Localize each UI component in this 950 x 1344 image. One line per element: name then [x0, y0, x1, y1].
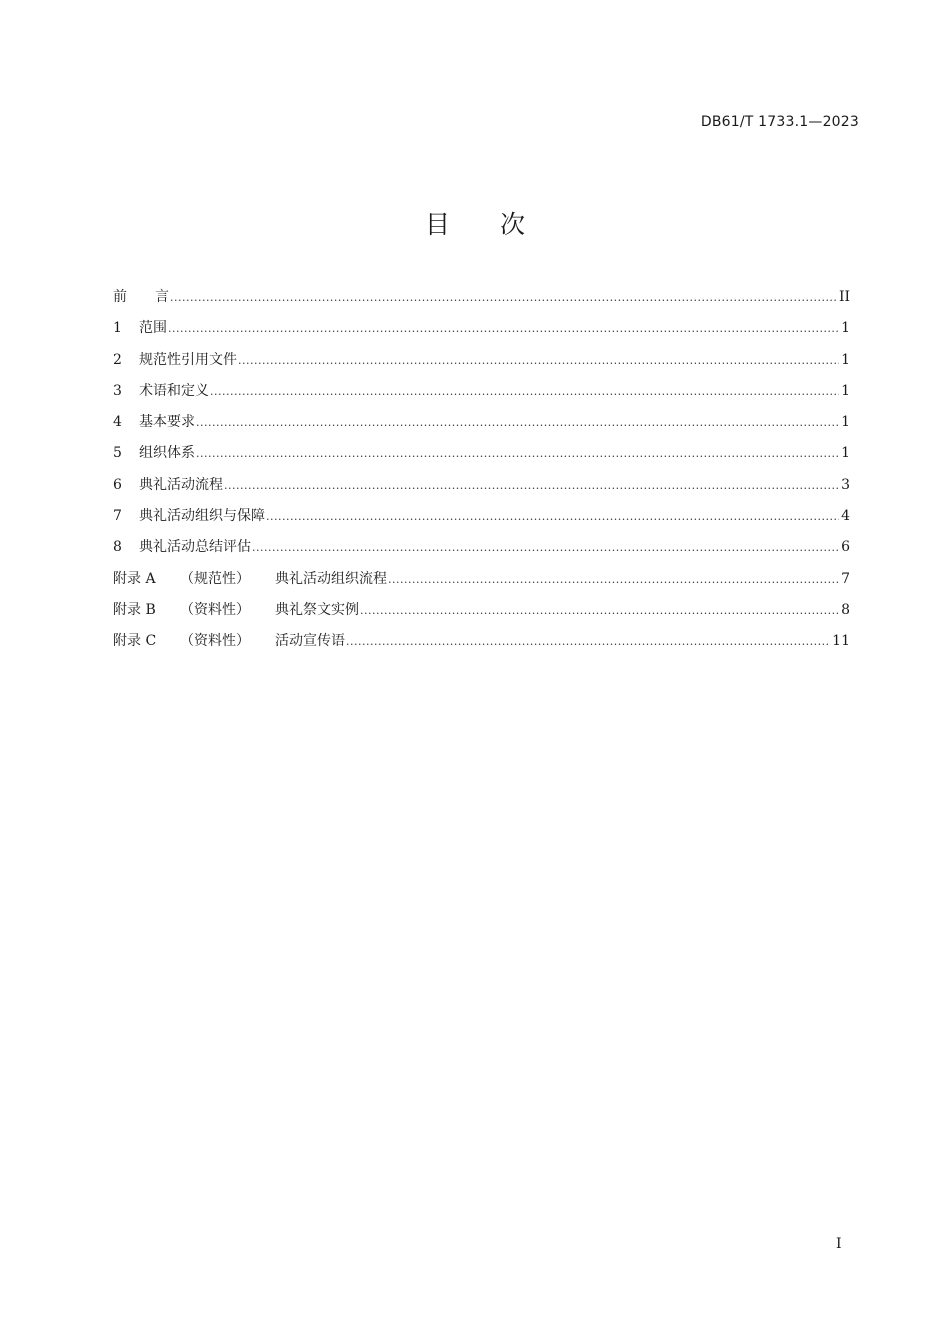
appendix-label: 附录 B	[113, 601, 156, 618]
toc-entry-title: 典礼活动组织与保障	[139, 508, 265, 525]
appendix-title: 典礼祭文实例	[275, 601, 359, 618]
toc-leader-dots	[196, 407, 839, 438]
toc-entry-title: 规范性引用文件	[139, 351, 237, 368]
appendix-title: 典礼活动组织流程	[275, 570, 387, 587]
toc-leader-dots	[252, 532, 839, 563]
appendix-label: 附录 C	[113, 633, 157, 650]
toc-entry-number: 4	[113, 414, 122, 431]
toc-appendix-c[interactable]	[113, 626, 850, 657]
toc-entry-foreword[interactable]	[113, 282, 850, 313]
toc-entry-page: 1	[841, 414, 850, 431]
toc-leader-dots	[388, 564, 839, 595]
toc-leader-dots	[266, 501, 839, 532]
toc-entry-number: 6	[113, 476, 122, 493]
toc-title	[0, 205, 950, 241]
toc-entry-number: 3	[113, 382, 122, 399]
standard-number: DB61/T 1733.1—2023	[700, 114, 859, 130]
appendix-type: （资料性）	[180, 633, 250, 650]
toc-appendix-a[interactable]	[113, 564, 850, 595]
toc-entry-title: 典礼活动总结评估	[139, 539, 251, 556]
toc-entry-number: 1	[113, 320, 122, 337]
toc-entry-summary-evaluation[interactable]	[113, 532, 850, 563]
appendix-type: （资料性）	[180, 601, 250, 618]
toc-entry-basic-requirements[interactable]	[113, 407, 850, 438]
toc-entry-page: 7	[841, 570, 850, 587]
toc-leader-dots	[168, 313, 839, 344]
toc-entry-number: 8	[113, 539, 122, 556]
appendix-label: 附录 A	[113, 570, 156, 587]
toc-entry-title: 典礼活动流程	[139, 476, 223, 493]
toc-leader-dots	[210, 376, 839, 407]
toc-appendix-b[interactable]	[113, 595, 850, 626]
toc-entry-title: 前 言	[113, 289, 169, 305]
toc-entry-title: 范围	[139, 320, 167, 337]
toc-entry-page: 8	[841, 601, 850, 618]
toc-entry-terms-definitions[interactable]	[113, 376, 850, 407]
toc-entry-page: 1	[841, 351, 850, 368]
toc-leader-dots	[346, 626, 830, 657]
toc-title-char: 次	[500, 210, 526, 239]
toc-list	[113, 282, 850, 658]
toc-entry-page: 6	[841, 539, 850, 556]
toc-entry-organization-support[interactable]	[113, 501, 850, 532]
appendix-title: 活动宣传语	[275, 633, 345, 650]
toc-entry-title: 基本要求	[139, 414, 195, 431]
toc-leader-dots	[170, 282, 837, 313]
toc-title-char: 目	[424, 210, 450, 239]
toc-entry-page: 1	[841, 382, 850, 399]
toc-entry-number: 7	[113, 508, 122, 525]
toc-entry-page: 1	[841, 445, 850, 462]
toc-entry-page: 3	[841, 476, 850, 493]
toc-entry-number: 5	[113, 445, 122, 462]
toc-leader-dots	[224, 470, 839, 501]
toc-entry-page: II	[838, 289, 850, 305]
toc-entry-page: 11	[832, 633, 850, 650]
toc-entry-title: 组织体系	[139, 445, 195, 462]
toc-entry-title: 术语和定义	[139, 382, 209, 399]
toc-entry-number: 2	[113, 351, 122, 368]
toc-entry-page: 1	[841, 320, 850, 337]
toc-leader-dots	[196, 438, 839, 469]
toc-entry-organization-system[interactable]	[113, 438, 850, 469]
toc-leader-dots	[238, 345, 839, 376]
page-number: I	[836, 1236, 842, 1252]
toc-entry-scope[interactable]	[113, 313, 850, 344]
toc-entry-ceremony-process[interactable]	[113, 470, 850, 501]
appendix-type: （规范性）	[180, 570, 250, 587]
toc-leader-dots	[360, 595, 839, 626]
toc-entry-normative-references[interactable]	[113, 345, 850, 376]
toc-entry-page: 4	[841, 508, 850, 525]
